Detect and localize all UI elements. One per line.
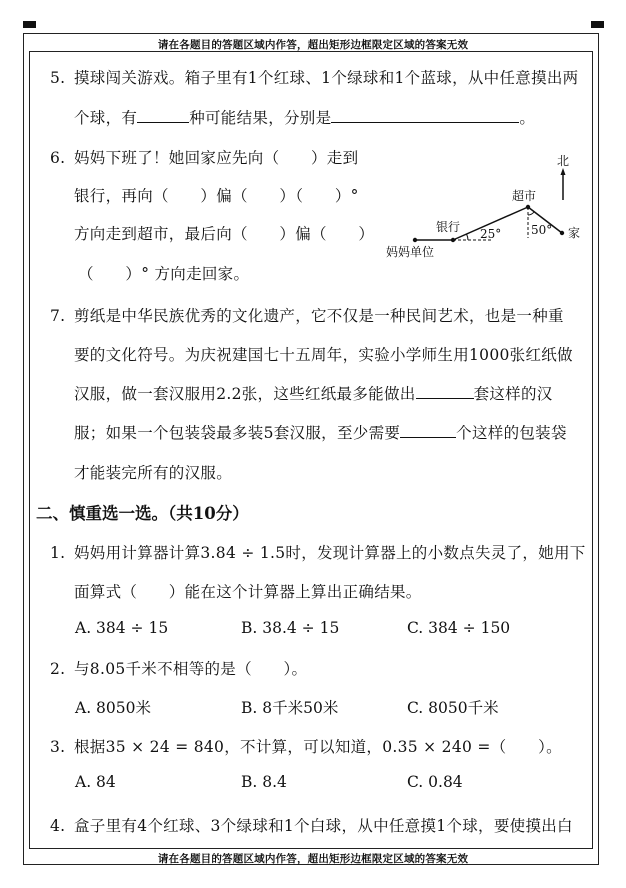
q6-line4: （ ）° 方向走回家。 <box>78 265 250 283</box>
q7-line1 <box>50 304 564 326</box>
s2-q1-number: 1. <box>50 544 66 562</box>
q5-text: 摸球闯关游戏。箱子里有1个红球、1个绿球和1个蓝球，从中任意摸出两 <box>74 69 579 87</box>
footer-notice: 请在各题目的答题区域内作答，超出矩形边框限定区域的答案无效 <box>157 853 469 865</box>
s2-q2-option-c[interactable]: C. 8050千米 <box>407 699 499 717</box>
s2-q3-option-a[interactable]: A. 84 <box>75 773 116 791</box>
q6-line3: 方向走到超市，最后向（ ）偏（ ） <box>74 225 375 243</box>
s2-q2-text1: 与8.05千米不相等的是（ ）。 <box>74 660 308 678</box>
bank-label: 银行 <box>436 220 461 234</box>
q7-answer-blank-bags[interactable] <box>400 423 456 438</box>
q6-line2: 银行，再向（ ）偏（ ）（ ）° <box>74 187 359 205</box>
q5-answer-blank-outcomes[interactable] <box>331 108 519 123</box>
q5-line1 <box>50 66 579 88</box>
s2-q2-option-a[interactable]: A. 8050米 <box>75 699 151 717</box>
s2-q3-option-b[interactable]: B. 8.4 <box>241 773 287 791</box>
q7-text4b: 个这样的包装袋 <box>456 424 567 442</box>
s2-q4-line1 <box>50 814 573 836</box>
route-diagram <box>370 140 600 270</box>
s2-q1-option-c[interactable]: C. 384 ÷ 150 <box>407 619 511 637</box>
header-notice: 请在各题目的答题区域内作答，超出矩形边框限定区域的答案无效 <box>157 39 469 51</box>
alignment-marker-right <box>591 21 604 28</box>
angle-25-label: 25° <box>480 227 502 241</box>
q7-text4a: 服；如果一个包装袋最多装5套汉服，至少需要 <box>74 424 401 442</box>
s2-q2-number: 2. <box>50 660 66 678</box>
home-label: 家 <box>568 226 581 240</box>
start-label: 妈妈单位 <box>386 245 435 259</box>
q5-text-c: 。 <box>519 109 536 127</box>
s2-q2-line1 <box>50 657 307 679</box>
angle-50-label: 50° <box>531 223 553 237</box>
s2-q1-option-b[interactable]: B. 38.4 ÷ 15 <box>241 619 340 637</box>
q7-line5: 才能装完所有的汉服。 <box>74 464 233 482</box>
q6-number: 6. <box>50 149 66 167</box>
q7-text3a: 汉服，做一套汉服用2.2张，这些红纸最多能做出 <box>74 385 416 403</box>
s2-q4-number: 4. <box>50 817 66 835</box>
q5-answer-blank-count[interactable] <box>137 108 189 123</box>
alignment-marker-left <box>23 21 36 28</box>
s2-q3-option-c[interactable]: C. 0.84 <box>407 773 463 791</box>
s2-q1-text1: 妈妈用计算器计算3.84 ÷ 1.5时，发现计算器上的小数点失灵了，她用下 <box>74 544 586 562</box>
s2-q3-number: 3. <box>50 738 66 756</box>
q5-number: 5. <box>50 69 66 87</box>
s2-q4-text1: 盒子里有4个红球、3个绿球和1个白球，从中任意摸1个球，要使摸出白 <box>74 817 573 835</box>
q5-text-b: 种可能结果，分别是 <box>189 109 332 127</box>
q6-text1: 妈妈下班了！她回家应先向（ ）走到 <box>74 149 359 167</box>
s2-q1-option-a[interactable]: A. 384 ÷ 15 <box>75 619 169 637</box>
s2-q1-line2: 面算式（ ）能在这个计算器上算出正确结果。 <box>74 583 422 601</box>
q7-line3 <box>74 382 553 404</box>
q7-answer-blank-sets[interactable] <box>416 384 474 399</box>
q6-line1 <box>50 146 358 168</box>
section2-title: 二、慎重选一选。（共10分） <box>36 504 249 523</box>
s2-q3-text1: 根据35 × 24 = 840，不计算，可以知道，0.35 × 240 =（ ）。 <box>74 738 562 756</box>
q5-line2 <box>74 106 535 128</box>
q7-text3b: 套这样的汉 <box>473 385 553 403</box>
q7-line4 <box>74 421 567 443</box>
s2-q3-line1 <box>50 735 562 757</box>
s2-q2-option-b[interactable]: B. 8千米50米 <box>241 699 339 717</box>
q5-text-a: 个球，有 <box>74 109 138 127</box>
q7-line2: 要的文化符号。为庆祝建国七十五周年，实验小学师生用1000张红纸做 <box>74 346 573 364</box>
q7-text1: 剪纸是中华民族优秀的文化遗产，它不仅是一种民间艺术，也是一种重 <box>74 307 564 325</box>
q7-number: 7. <box>50 307 66 325</box>
s2-q1-line1 <box>50 541 586 563</box>
market-label: 超市 <box>512 189 537 203</box>
north-label: 北 <box>557 154 570 168</box>
